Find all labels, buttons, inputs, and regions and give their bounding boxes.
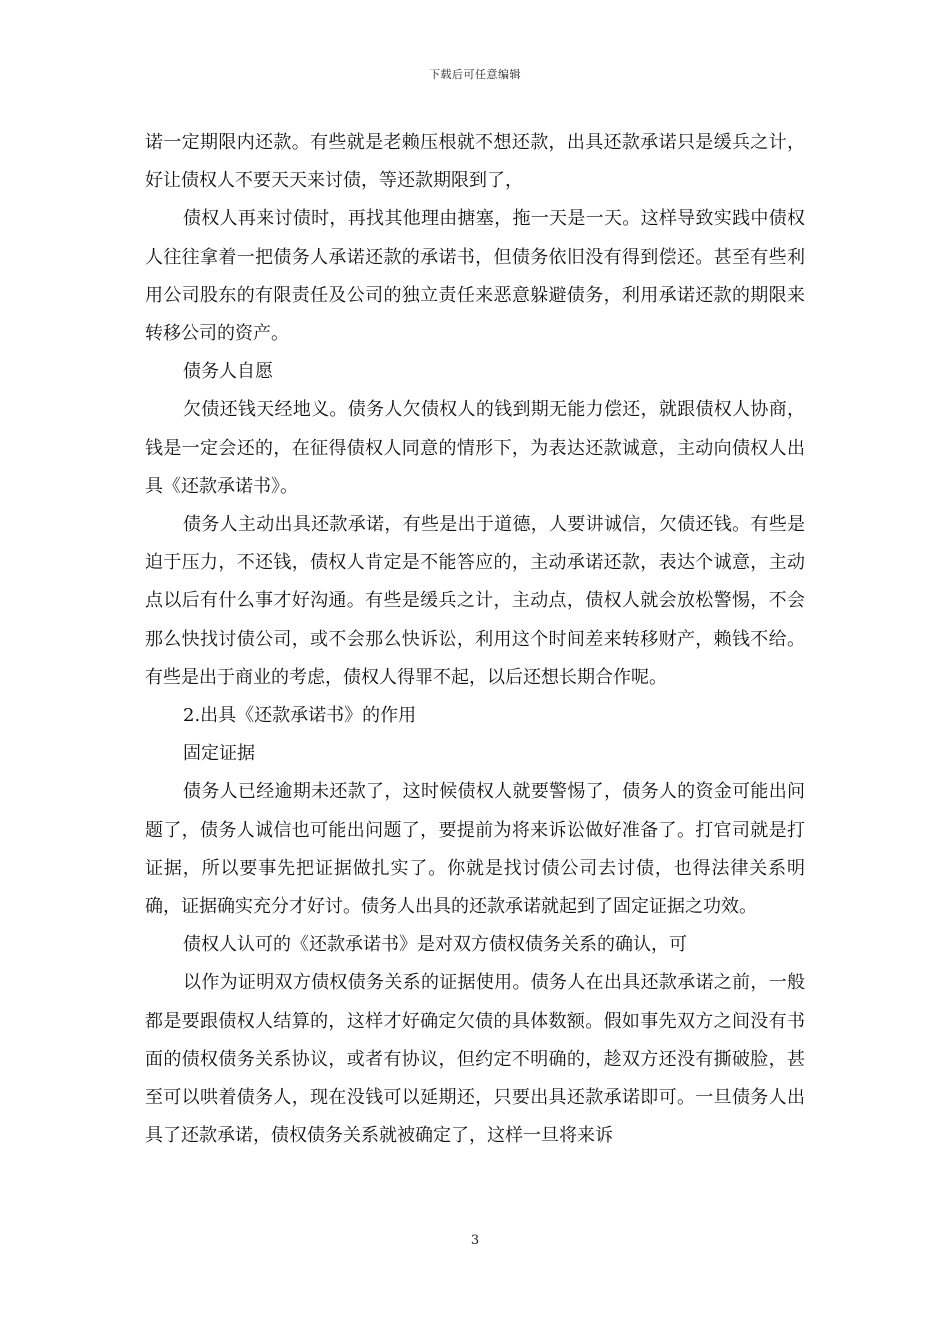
page-header: 下载后可任意编辑 <box>429 68 521 81</box>
paragraph-10: 以作为证明双方债权债务关系的证据使用。债务人在出具还款承诺之前，一般都是要跟债权人结算的，这样才好确定欠债的具体数额。假如事先双方之间没有书面的债权债务关系协议，或者有协议，但约定不明确的，趁双方还没有撕破脸，甚至可以哄着债务人，现在没钱可以延期还，只要出具还款承诺即可。一旦债务人出具了还款承诺，债权债务关系就被确定了，这样一旦将来诉 <box>145 972 805 1147</box>
paragraph-1: 诺一定期限内还款。有些就是老赖压根就不想还款，出具还款承诺只是缓兵之计，好让债权人不要天天来讨债，等还款期限到了， <box>145 132 805 192</box>
paragraph-4: 欠债还钱天经地义。债务人欠债权人的钱到期无能力偿还，就跟债权人协商，钱是一定会还的，在征得债权人同意的情形下，为表达还款诚意，主动向债权人出具《还款承诺书》。 <box>145 399 805 497</box>
section-heading-fix-evidence: 固定证据 <box>183 743 255 765</box>
paragraph-5: 债务人主动出具还款承诺，有些是出于道德，人要讲诚信，欠债还钱。有些是迫于压力，不还钱，债权人肯定是不能答应的，主动承诺还款，表达个诚意，主动点以后有什么事才好沟通。有些是缓兵之计，主动点，债权人就会放松警惕，不会那么快找讨债公司，或不会那么快诉讼，利用这个时间差来转移财产，赖钱不给。有些是出于商业的考虑，债权人得罪不起，以后还想长期合作呢。 <box>145 514 805 688</box>
page-number: 3 <box>470 1233 480 1248</box>
paragraph-2: 债权人再来讨债时，再找其他理由搪塞，拖一天是一天。这样导致实践中债权人往往拿着一把债务人承诺还款的承诺书，但债务依旧没有得到偿还。甚至有些利用公司股东的有限责任及公司的独立责任来恶意躲避债务，利用承诺还款的期限来转移公司的资产。 <box>145 208 805 345</box>
paragraph-9: 债权人认可的《还款承诺书》是对双方债权债务关系的确认，可 <box>183 934 687 956</box>
document-body <box>145 124 805 1155</box>
section-heading-2: 2.出具《还款承诺书》的作用 <box>183 705 417 727</box>
paragraph-8: 债务人已经逾期未还款了，这时候债权人就要警惕了，债务人的资金可能出问题了，债务人诚信也可能出问题了，要提前为将来诉讼做好准备了。打官司就是打证据，所以要事先把证据做扎实了。你就是找讨债公司去讨债，也得法律关系明确，证据确实充分才好讨。债务人出具的还款承诺就起到了固定证据之功效。 <box>145 781 805 918</box>
section-heading-debtor-voluntary: 债务人自愿 <box>183 361 273 383</box>
